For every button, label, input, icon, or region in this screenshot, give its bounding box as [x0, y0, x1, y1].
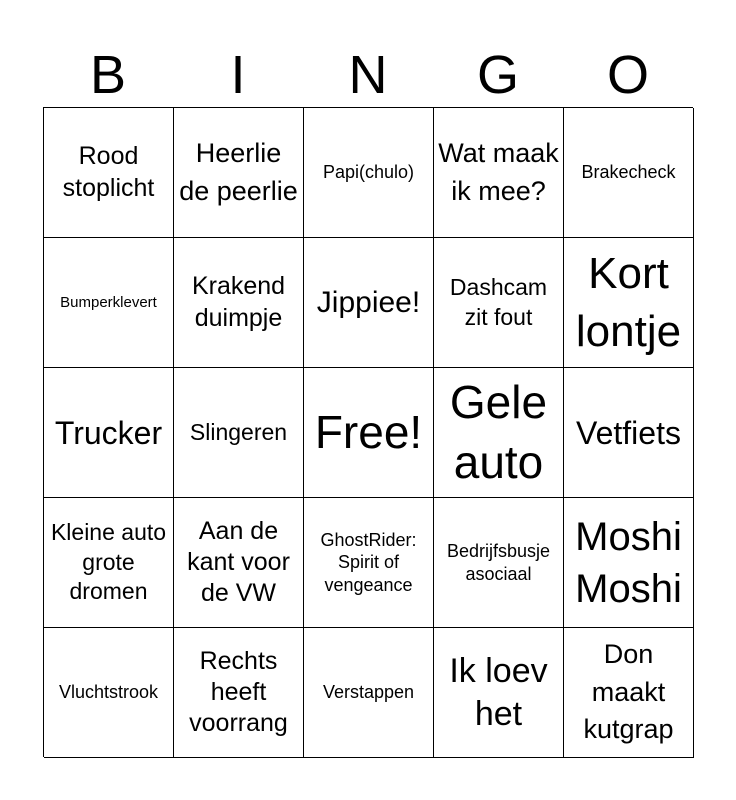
bingo-cell[interactable]: [564, 108, 694, 238]
cell-text: Kleine auto grote dromen: [50, 518, 167, 605]
header-letter-i: I: [230, 45, 246, 105]
bingo-cell[interactable]: [304, 498, 434, 628]
cell-text: Gele auto: [449, 375, 548, 488]
bingo-cell[interactable]: [564, 368, 694, 498]
cell-text: Kort lontje: [575, 249, 682, 356]
cell-text: Verstappen: [322, 682, 415, 703]
cell-text: Aan de kant voor de VW: [187, 516, 290, 608]
bingo-grid: [43, 107, 693, 757]
bingo-cell[interactable]: [44, 628, 174, 758]
bingo-cell[interactable]: [434, 368, 564, 498]
cell-text: Wat maak ik mee?: [438, 137, 559, 206]
free-cell[interactable]: [304, 368, 434, 498]
bingo-cell[interactable]: [44, 498, 174, 628]
cell-text: Rechts heeft voorrang: [189, 646, 288, 738]
cell-text: Brakecheck: [581, 162, 676, 183]
bingo-cell[interactable]: [304, 108, 434, 238]
bingo-cell[interactable]: [434, 108, 564, 238]
bingo-cell[interactable]: [564, 628, 694, 758]
header-letter-b: B: [89, 45, 127, 105]
cell-text: Trucker: [54, 414, 163, 451]
bingo-header: [43, 42, 693, 108]
cell-text: Slingeren: [189, 418, 288, 445]
cell-text: Bumperklevert: [60, 293, 157, 311]
cell-text: Vetfiets: [576, 414, 681, 451]
bingo-cell[interactable]: [174, 628, 304, 758]
cell-text: Bedrijfsbusje asociaal: [446, 541, 551, 584]
cell-text: Free!: [314, 405, 423, 458]
cell-text: Jippiee!: [316, 285, 421, 319]
cell-text: Rood stoplicht: [62, 142, 155, 202]
bingo-cell[interactable]: [174, 238, 304, 368]
bingo-cell[interactable]: [434, 628, 564, 758]
header-letter-n: N: [348, 45, 388, 105]
cell-text: Papi(chulo): [322, 162, 415, 183]
bingo-cell[interactable]: [44, 108, 174, 238]
bingo-cell[interactable]: [44, 238, 174, 368]
bingo-cell[interactable]: [44, 368, 174, 498]
bingo-cell[interactable]: [174, 368, 304, 498]
bingo-cell[interactable]: [304, 238, 434, 368]
cell-text: Ik loev het: [449, 652, 548, 733]
bingo-cell[interactable]: [174, 108, 304, 238]
bingo-cell[interactable]: [434, 498, 564, 628]
cell-text: Moshi Moshi: [575, 514, 682, 611]
cell-text: Don maakt kutgrap: [583, 638, 674, 745]
cell-text: Vluchtstrook: [58, 682, 159, 703]
header-letter-o: O: [606, 45, 649, 105]
bingo-cell[interactable]: [434, 238, 564, 368]
cell-text: Krakend duimpje: [191, 272, 286, 332]
bingo-cell[interactable]: [304, 628, 434, 758]
cell-text: Heerlie de peerlie: [179, 137, 298, 206]
cell-text: Dashcam zit fout: [449, 273, 548, 330]
bingo-cell[interactable]: [174, 498, 304, 628]
bingo-cell[interactable]: [564, 238, 694, 368]
header-letter-g: G: [476, 45, 519, 105]
bingo-cell[interactable]: [564, 498, 694, 628]
cell-text: GhostRider: Spirit of vengeance: [320, 529, 417, 595]
